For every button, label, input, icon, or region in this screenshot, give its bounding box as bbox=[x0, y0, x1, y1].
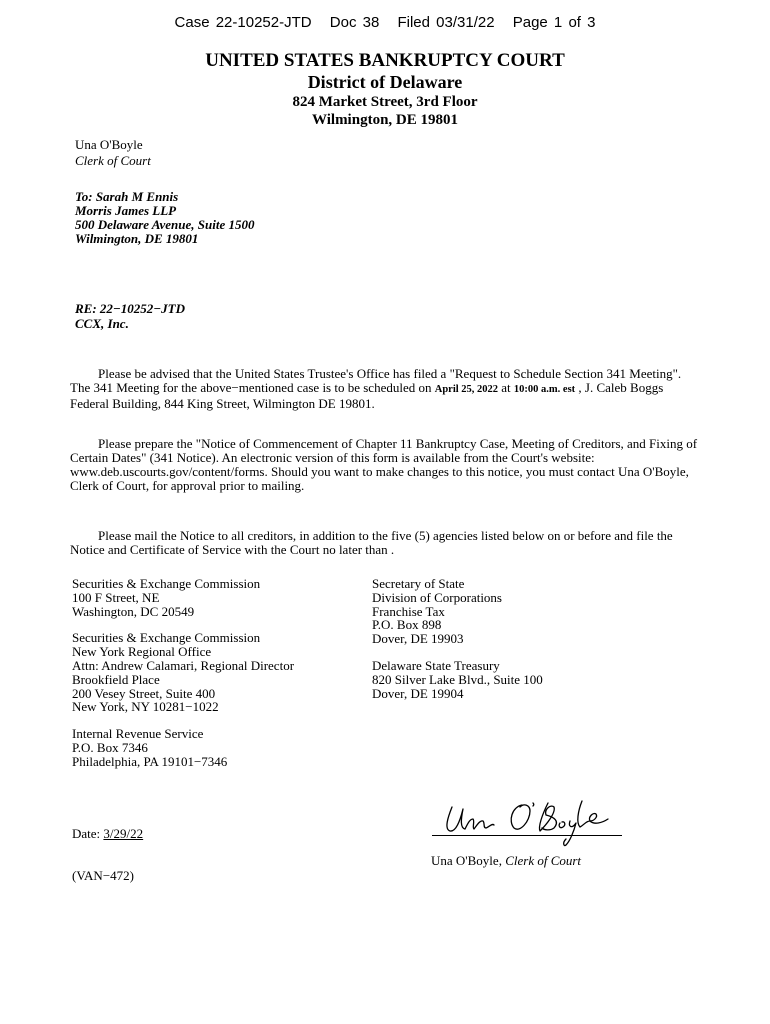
agency-line: Washington, DC 20549 bbox=[72, 603, 195, 619]
filed-date: Filed 03/31/22 bbox=[397, 14, 495, 31]
paragraph-text: Please prepare the "Notice of Commencement of Chapter 11 Bankruptcy Case, Meeting of Creditors, and Fixing of Certain Dates" (341 Notice). An electronic version of this form is available from the Court's website: www.deb.uscourts.gov/content/forms. Should you want to make changes to this notice, you must contact Una O'Boyle, Clerk of Court, for approval prior to mailing. bbox=[70, 436, 698, 493]
agency-list-right bbox=[372, 577, 543, 700]
agency-line: Franchise Tax bbox=[372, 603, 445, 619]
docket-header bbox=[0, 14, 770, 31]
agency-line: P.O. Box 898 bbox=[372, 617, 442, 633]
form-code: (VAN−472) bbox=[72, 868, 134, 883]
agency-delaware-treasury bbox=[372, 659, 543, 700]
meeting-date: April 25, 2022 bbox=[434, 384, 499, 395]
paragraph-notice bbox=[70, 437, 700, 493]
clerk-block bbox=[75, 137, 151, 169]
agency-line: Internal Revenue Service bbox=[72, 726, 204, 742]
paragraph-text: , J. Caleb Boggs Federal Building, 844 King Street, Wilmington DE 19801. bbox=[70, 380, 664, 411]
court-city: Wilmington, DE 19801 bbox=[312, 112, 458, 128]
recipient-line: To: Sarah M Ennis bbox=[75, 189, 179, 204]
agency-sec-ny bbox=[72, 631, 294, 714]
agency-line: New York Regional Office bbox=[72, 644, 212, 660]
agency-line: 100 F Street, NE bbox=[72, 589, 160, 605]
agency-line: Secretary of State bbox=[372, 576, 465, 591]
recipient-block bbox=[75, 190, 254, 246]
signatory-name: Una O'Boyle bbox=[431, 853, 499, 868]
agency-sec bbox=[72, 577, 294, 618]
signatory-separator: , bbox=[498, 853, 506, 868]
clerk-title: Clerk of Court bbox=[75, 153, 151, 168]
clerk-name: Una O'Boyle bbox=[75, 137, 143, 152]
agency-line: 820 Silver Lake Blvd., Suite 100 bbox=[372, 671, 543, 687]
case-number: Case 22-10252-JTD bbox=[174, 14, 312, 31]
agency-line: Dover, DE 19904 bbox=[372, 685, 464, 701]
signature-line bbox=[432, 835, 622, 836]
agency-line: P.O. Box 7346 bbox=[72, 739, 148, 755]
paragraph-text: Please be advised that the United States Trustee's Office has filed a "Request to Schedule Section 341 Meeting". The 341 Meeting for the above−mentioned case is to be scheduled on bbox=[70, 366, 682, 395]
paragraph-341-meeting bbox=[70, 367, 700, 411]
agency-line: 200 Vesey Street, Suite 400 bbox=[72, 685, 216, 701]
agency-line: Attn: Andrew Calamari, Regional Director bbox=[72, 657, 295, 673]
doc-number: Doc 38 bbox=[329, 14, 380, 31]
agency-line: Securities & Exchange Commission bbox=[72, 576, 261, 591]
recipient-line: 500 Delaware Avenue, Suite 1500 bbox=[75, 217, 255, 232]
paragraph-text: at bbox=[498, 380, 514, 395]
re-case: RE: 22−10252−JTD bbox=[75, 301, 186, 316]
page-number: Page 1 of 3 bbox=[512, 14, 596, 31]
court-name: UNITED STATES BANKRUPTCY COURT bbox=[205, 50, 565, 71]
meeting-time: 10:00 a.m. est bbox=[513, 384, 576, 395]
agency-line: Brookfield Place bbox=[72, 671, 160, 687]
agency-line: Delaware State Treasury bbox=[372, 657, 500, 673]
handwritten-signature bbox=[430, 795, 640, 850]
re-block bbox=[75, 301, 185, 331]
recipient-line: Wilmington, DE 19801 bbox=[75, 231, 199, 246]
agency-line: Division of Corporations bbox=[372, 589, 502, 605]
agency-secretary-of-state bbox=[372, 577, 543, 646]
signature-date bbox=[72, 826, 143, 842]
court-street: 824 Market Street, 3rd Floor bbox=[292, 94, 478, 110]
court-heading bbox=[0, 50, 770, 129]
recipient-line: Morris James LLP bbox=[75, 203, 177, 218]
agency-line: Securities & Exchange Commission bbox=[72, 630, 261, 646]
signatory bbox=[431, 853, 581, 869]
agency-irs bbox=[72, 727, 294, 768]
agency-line: New York, NY 10281−1022 bbox=[72, 699, 219, 715]
date-label: Date: bbox=[72, 826, 104, 841]
signatory-title: Clerk of Court bbox=[505, 853, 582, 868]
date-value: 3/29/22 bbox=[103, 826, 144, 841]
agency-list-left bbox=[72, 577, 294, 769]
paragraph-text: Please mail the Notice to all creditors, in addition to the five (5) agencies listed below on or before and file the Notice and Certificate of Service with the Court no later than . bbox=[70, 528, 673, 557]
court-district: District of Delaware bbox=[307, 72, 463, 92]
paragraph-mailing bbox=[70, 529, 700, 557]
re-debtor: CCX, Inc. bbox=[75, 316, 129, 331]
agency-line: Philadelphia, PA 19101−7346 bbox=[72, 753, 228, 769]
agency-line: Dover, DE 19903 bbox=[372, 631, 464, 647]
